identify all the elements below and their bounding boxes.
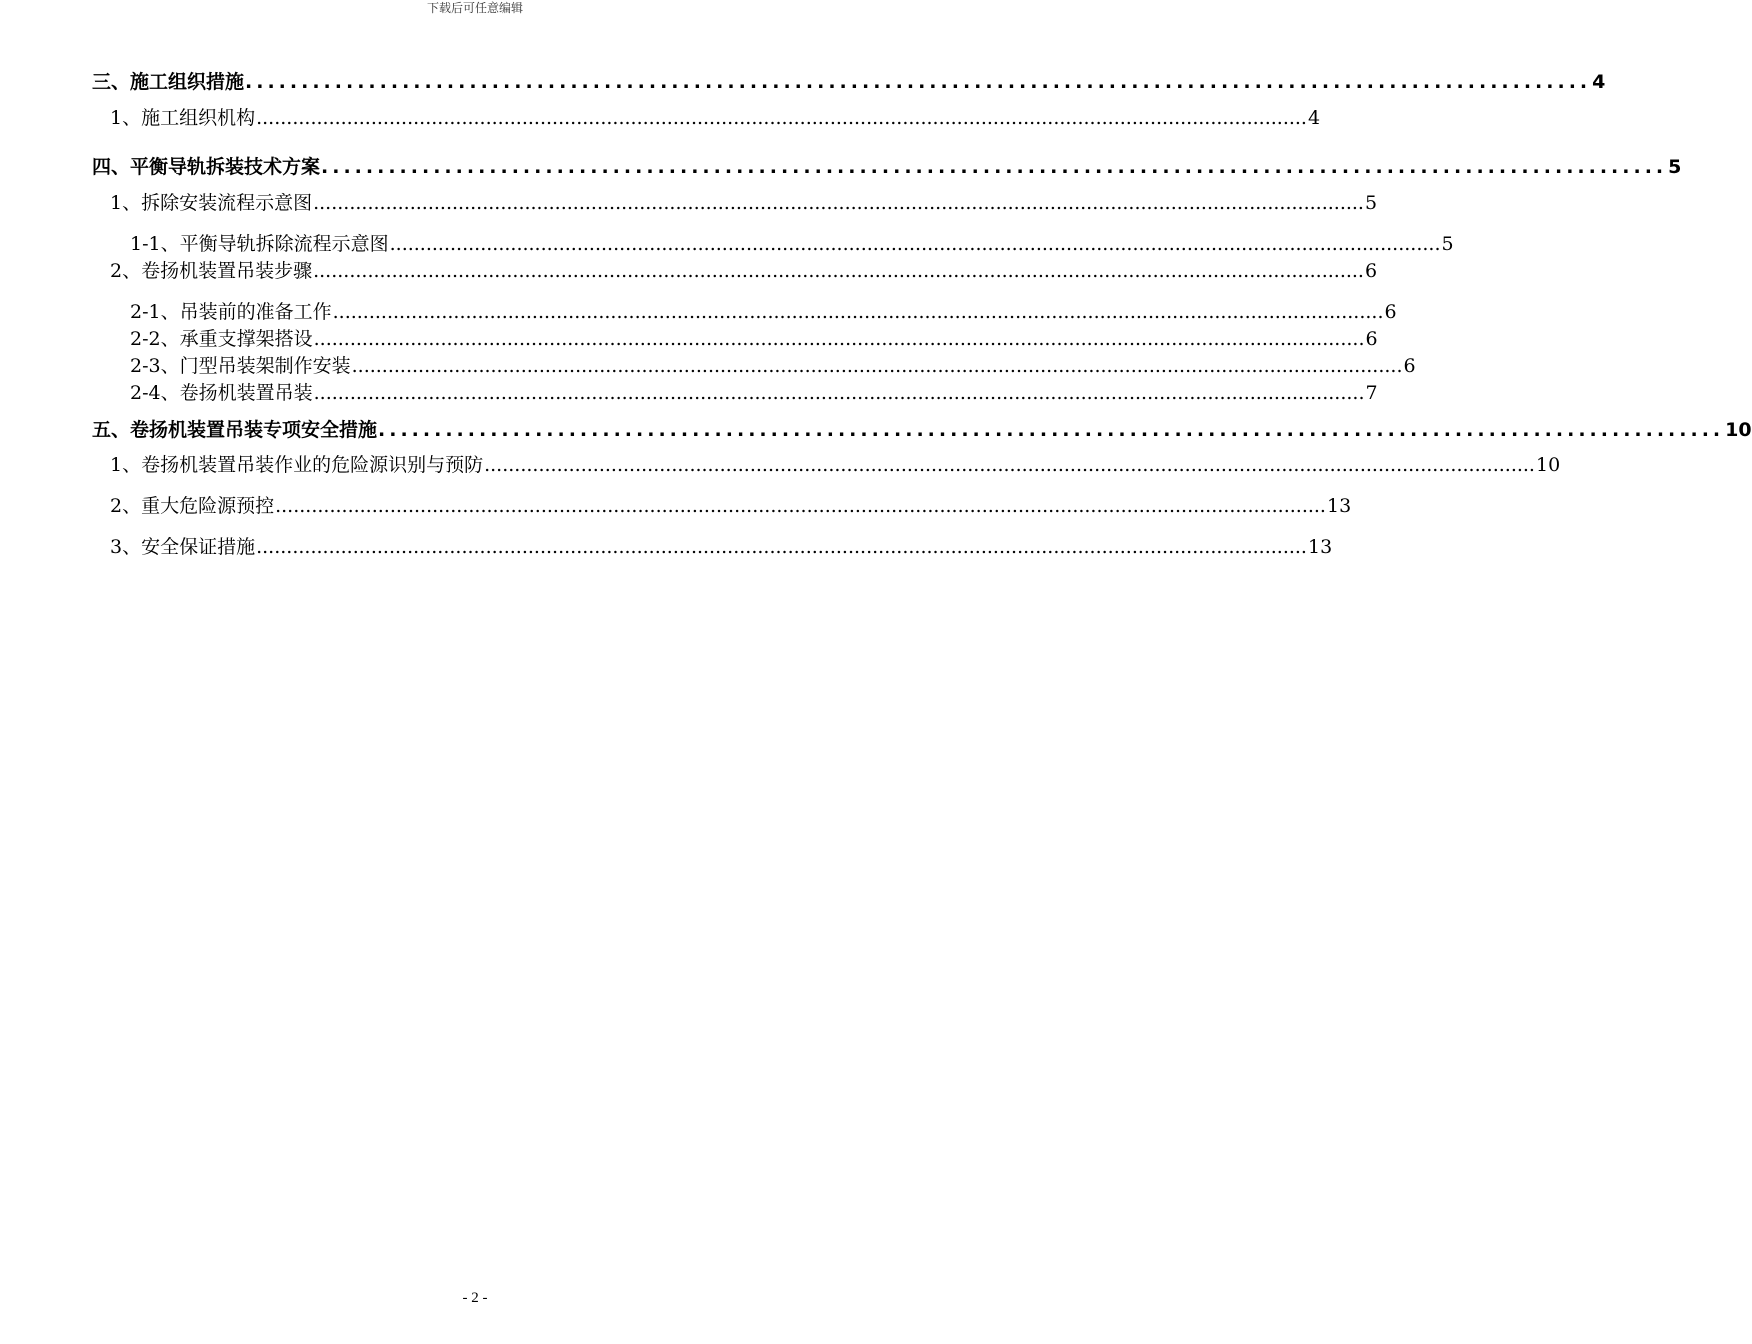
toc-entry-page: 4 bbox=[1307, 107, 1321, 129]
toc-entry-4-2[interactable] bbox=[110, 259, 1378, 283]
toc-entry-title: 五、卷扬机装置吊装专项安全措施 bbox=[92, 419, 378, 441]
page-number: - 2 - bbox=[462, 1290, 488, 1306]
toc-entry-4-1-1[interactable] bbox=[130, 232, 1454, 256]
toc-leader-dots: .............................................................................................................................................................................. bbox=[313, 192, 1364, 214]
toc-entry-page: 5 bbox=[1364, 192, 1378, 214]
toc-entry-3-1[interactable] bbox=[110, 106, 1321, 130]
toc-leader-dots: .............................................................................................................................................................................. bbox=[313, 382, 1365, 404]
toc-entry-title: 1、拆除安装流程示意图 bbox=[110, 192, 313, 214]
toc-leader-dots: .............................................................................................................................................................................. bbox=[332, 301, 1384, 323]
toc-entry-page: 5 bbox=[1441, 233, 1454, 255]
toc-entry-title: 三、施工组织措施 bbox=[92, 71, 245, 93]
toc-entry-title: 3、安全保证措施 bbox=[110, 536, 256, 558]
toc-entry-page: 13 bbox=[1326, 495, 1352, 517]
toc-entry-page: 6 bbox=[1365, 328, 1378, 350]
toc-entry-section-5[interactable] bbox=[92, 418, 1752, 442]
toc-entry-title: 2-1、吊装前的准备工作 bbox=[130, 301, 332, 323]
toc-leader-dots: .............................................................................................................................................................................. bbox=[313, 260, 1364, 282]
toc-entry-title: 2、卷扬机装置吊装步骤 bbox=[110, 260, 313, 282]
toc-entry-4-1[interactable] bbox=[110, 191, 1378, 215]
toc-leader-dots: .............................................................................................................................................................................. bbox=[389, 233, 1441, 255]
toc-entry-page: 6 bbox=[1384, 301, 1397, 323]
toc-entry-page: 7 bbox=[1365, 382, 1378, 404]
toc-entry-section-4[interactable] bbox=[92, 155, 1682, 179]
toc-entry-title: 四、平衡导轨拆装技术方案 bbox=[92, 156, 321, 178]
toc-entry-4-2-3[interactable] bbox=[130, 354, 1416, 378]
toc-leader-dots: .............................................................................................................................................................................. bbox=[351, 355, 1403, 377]
toc-entry-page: 13 bbox=[1307, 536, 1333, 558]
toc-entry-page: 6 bbox=[1364, 260, 1378, 282]
toc-leader-dots: .............................................................................................................................................................................. bbox=[256, 536, 1307, 558]
toc-leader-dots: .............................................................................................................................................................................. bbox=[484, 454, 1535, 476]
toc-entry-title: 2-3、门型吊装架制作安装 bbox=[130, 355, 351, 377]
toc-entry-page: 4 bbox=[1592, 71, 1606, 93]
toc-entry-page: 6 bbox=[1403, 355, 1416, 377]
toc-entry-page: 10 bbox=[1535, 454, 1561, 476]
toc-entry-title: 1、施工组织机构 bbox=[110, 107, 256, 129]
toc-entry-4-2-1[interactable] bbox=[130, 300, 1397, 324]
page-header: 下载后可任意编辑 bbox=[426, 1, 523, 15]
toc-entry-page: 5 bbox=[1668, 156, 1682, 178]
toc-entry-title: 1-1、平衡导轨拆除流程示意图 bbox=[130, 233, 389, 255]
toc-entry-section-3[interactable] bbox=[92, 70, 1606, 94]
toc-entry-title: 1、卷扬机装置吊装作业的危险源识别与预防 bbox=[110, 454, 484, 476]
toc-entry-page: 10 bbox=[1725, 419, 1752, 441]
toc-leader-dots: ........................................................................................................................ bbox=[245, 71, 1592, 93]
toc-leader-dots: ........................................................................................................................ bbox=[321, 156, 1668, 178]
toc-entry-5-3[interactable] bbox=[110, 535, 1333, 559]
toc-leader-dots: .............................................................................................................................................................................. bbox=[313, 328, 1365, 350]
toc-entry-5-1[interactable] bbox=[110, 453, 1561, 477]
toc-entry-title: 2-4、卷扬机装置吊装 bbox=[130, 382, 313, 404]
toc-entry-5-2[interactable] bbox=[110, 494, 1352, 518]
toc-entry-4-2-2[interactable] bbox=[130, 327, 1378, 351]
toc-leader-dots: .............................................................................................................................................................................. bbox=[256, 107, 1307, 129]
toc-entry-title: 2-2、承重支撑架搭设 bbox=[130, 328, 313, 350]
toc-entry-title: 2、重大危险源预控 bbox=[110, 495, 275, 517]
toc-entry-4-2-4[interactable] bbox=[130, 381, 1378, 405]
toc-leader-dots: .............................................................................................................................................................................. bbox=[275, 495, 1326, 517]
toc-leader-dots: ........................................................................................................................ bbox=[378, 419, 1725, 441]
